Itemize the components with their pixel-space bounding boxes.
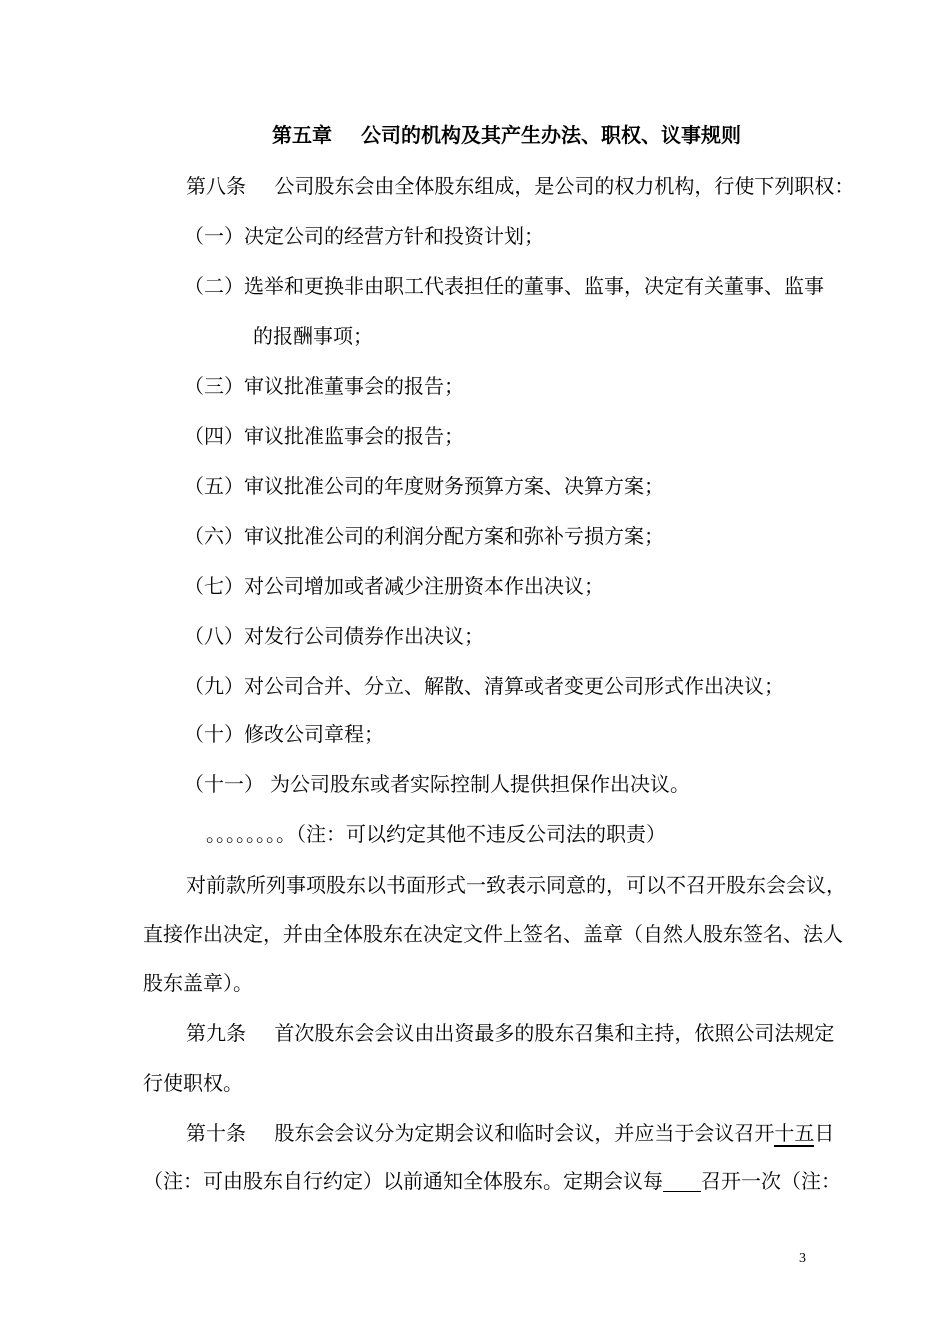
article-8-label: 第八条 [186, 174, 246, 198]
power-item-10 [184, 722, 384, 746]
power-number: （五） [184, 474, 244, 498]
powers-note: 。。。。。。。。（注：可以约定其他不违反公司法的职责） [206, 822, 666, 846]
chapter-heading [272, 123, 741, 147]
paragraph-line-3: 股东盖章）。 [143, 971, 253, 995]
power-number: （八） [184, 624, 244, 648]
article-10 [186, 1121, 834, 1145]
power-text: 审议批准董事会的报告； [244, 374, 464, 398]
article-9 [186, 1021, 834, 1045]
power-item-2-continuation: 的报酬事项； [253, 324, 373, 348]
power-number: （六） [184, 524, 244, 548]
power-item-5 [184, 474, 664, 498]
power-text: 为公司股东或者实际控制人提供担保作出决议。 [270, 772, 690, 796]
power-item-4 [184, 424, 464, 448]
power-number: （四） [184, 424, 244, 448]
underlined-days: 十五 [774, 1121, 815, 1145]
fill-in-blank [663, 1171, 701, 1192]
chapter-label: 第五章 [272, 123, 332, 147]
power-item-11 [184, 772, 690, 796]
article-9-text: 首次股东会会议由出资最多的股东召集和主持，依照公司法规定 [274, 1021, 835, 1045]
power-text: 对公司合并、分立、解散、清算或者变更公司形式作出决议； [244, 674, 784, 698]
power-number: （十） [184, 722, 244, 746]
article-8-text: 公司股东会由全体股东组成，是公司的权力机构，行使下列职权： [274, 174, 855, 198]
power-text: 选举和更换非由职工代表担任的董事、监事，决定有关董事、监事 [244, 274, 824, 298]
power-text: 审议批准公司的年度财务预算方案、决算方案； [244, 474, 664, 498]
page-number: 3 [799, 1251, 806, 1266]
article-9-continuation: 行使职权。 [143, 1071, 243, 1095]
power-text: 审议批准公司的利润分配方案和弥补亏损方案； [244, 524, 664, 548]
article-8 [186, 174, 854, 198]
power-text: 对公司增加或者减少注册资本作出决议； [244, 574, 604, 598]
power-number: （十一） [184, 772, 264, 796]
chapter-title: 公司的机构及其产生办法、职权、议事规则 [360, 123, 741, 147]
power-number: （三） [184, 374, 244, 398]
article-9-label: 第九条 [186, 1021, 246, 1045]
article-10-text: 股东会会议分为定期会议和临时会议，并应当于会议召开十五日 [274, 1121, 835, 1145]
power-item-6 [184, 524, 664, 548]
power-item-1 [184, 224, 544, 248]
power-number: （一） [184, 224, 244, 248]
power-number: （九） [184, 674, 244, 698]
paragraph-line-1: 对前款所列事项股东以书面形式一致表示同意的，可以不召开股东会会议， [186, 873, 846, 897]
power-item-8 [184, 624, 484, 648]
power-item-2 [184, 274, 824, 298]
power-text: 决定公司的经营方针和投资计划； [244, 224, 544, 248]
paragraph-line-2: 直接作出决定，并由全体股东在决定文件上签名、盖章（自然人股东签名、法人 [143, 922, 843, 946]
power-item-9 [184, 674, 784, 698]
article-10-label: 第十条 [186, 1121, 246, 1145]
power-number: （七） [184, 574, 244, 598]
power-text: 修改公司章程； [244, 722, 384, 746]
power-item-7 [184, 574, 604, 598]
article-10-continuation: （注：可由股东自行约定）以前通知全体股东。定期会议每 召开一次（注： [143, 1169, 841, 1193]
power-text: 对发行公司债券作出决议； [244, 624, 484, 648]
power-number: （二） [184, 274, 244, 298]
power-item-3 [184, 374, 464, 398]
power-text: 审议批准监事会的报告； [244, 424, 464, 448]
